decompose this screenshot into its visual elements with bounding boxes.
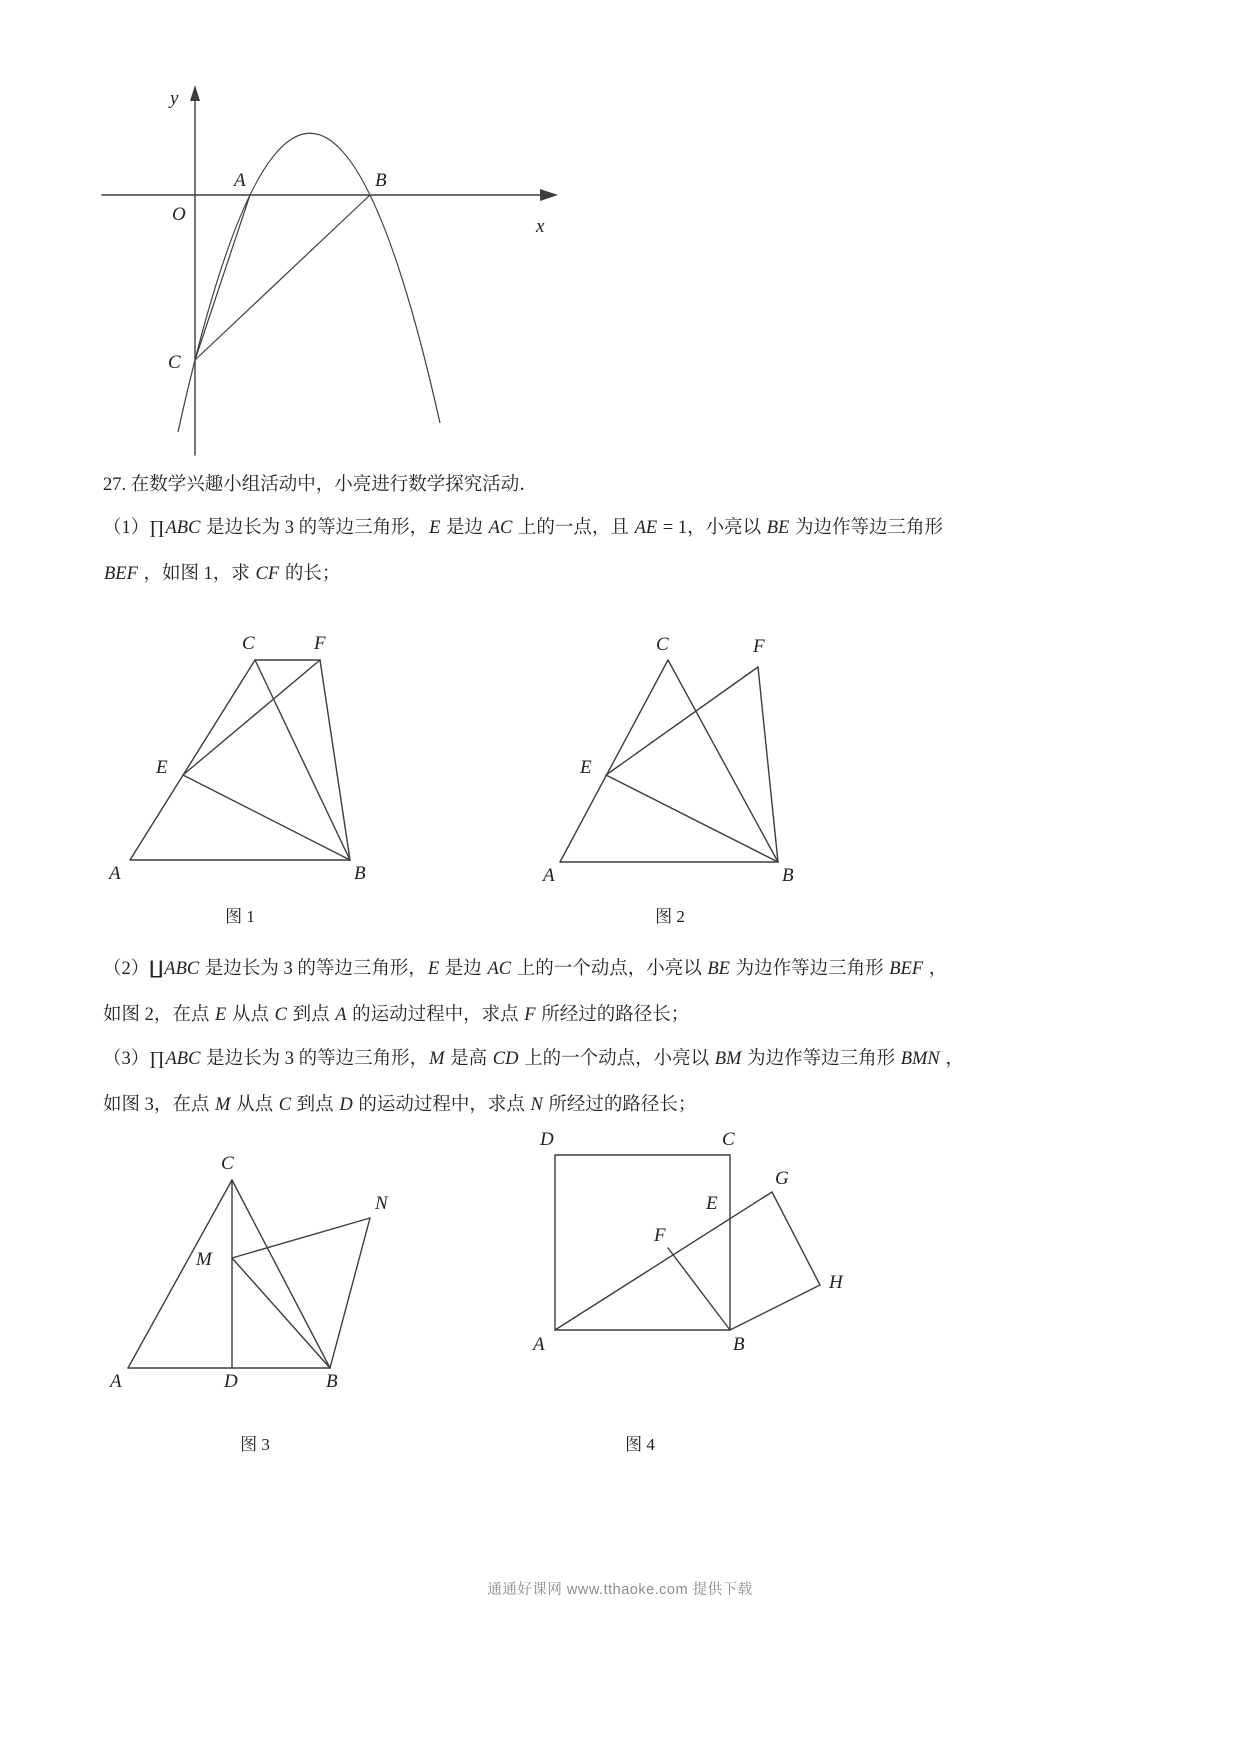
- figure-1-caption: 图 1: [225, 907, 255, 926]
- graph-label-C: C: [168, 352, 181, 373]
- axis-label-x: x: [536, 216, 545, 237]
- fig4-segment-FB: [668, 1248, 730, 1330]
- fig3-label-B: B: [326, 1371, 338, 1392]
- fig2-segment-EB: [606, 775, 778, 862]
- fig1-side-AC: [130, 660, 255, 860]
- fig2-label-A: A: [543, 865, 555, 885]
- figure-2: [520, 625, 820, 885]
- fig1-label-B: B: [354, 863, 366, 884]
- origin-label: O: [172, 204, 186, 225]
- fig4-label-B: B: [733, 1334, 745, 1355]
- fig2-label-B: B: [782, 865, 794, 885]
- graph-label-A: A: [234, 170, 246, 191]
- figure-3: [95, 1140, 415, 1400]
- fig3-label-C: C: [221, 1153, 234, 1174]
- fig4-label-F: F: [654, 1225, 666, 1246]
- segment-CB: [195, 195, 370, 360]
- fig2-label-F: F: [753, 636, 765, 657]
- problem-part1: [103, 505, 1138, 597]
- fig1-segment-EB: [183, 775, 350, 860]
- x-axis-arrow-icon: [540, 189, 558, 201]
- problem-intro: 27. 在数学兴趣小组活动中，小亮进行数学探究活动．: [103, 475, 538, 495]
- parabola-curve: [178, 133, 440, 432]
- figure-1: [95, 625, 385, 885]
- fig1-label-A: A: [109, 863, 121, 884]
- figure-2-svg: [520, 625, 820, 885]
- part1-line2: BEF ，如图 1，求 CF 的长；: [104, 564, 341, 584]
- part3-line1: （3）∏ABC 是边长为 3 的等边三角形，M 是高 CD 上的一个动点，小亮以 BM 为边作等边三角形 BMN ，: [103, 1049, 964, 1069]
- fig4-segment-GH: [772, 1192, 820, 1285]
- fig4-label-E: E: [706, 1193, 718, 1214]
- fig3-segment-NB: [330, 1218, 370, 1368]
- fig4-label-H: H: [829, 1272, 843, 1293]
- fig1-label-C: C: [242, 633, 255, 654]
- problem-part2: [103, 946, 1138, 1038]
- fig4-square-DCBA: [555, 1155, 730, 1330]
- figure-4: [520, 1125, 860, 1365]
- problem-part3: [103, 1036, 1138, 1128]
- part2-line2: 如图 2，在点 E 从点 C 到点 A 的运动过程中，求点 F 所经过的路径长；: [103, 1005, 690, 1025]
- figure-3-caption: 图 3: [240, 1435, 270, 1454]
- y-axis-arrow-icon: [190, 85, 200, 101]
- part3-line2: 如图 3，在点 M 从点 C 到点 D 的运动过程中，求点 N 所经过的路径长；: [103, 1095, 697, 1115]
- page-footer: 通通好课网 www.tthaoke.com 提供下载: [487, 1582, 753, 1598]
- segment-CA: [195, 195, 250, 360]
- figure-3-svg: [95, 1140, 415, 1400]
- fig2-segment-EF: [606, 667, 758, 775]
- part1-line1: （1）∏ABC 是边长为 3 的等边三角形，E 是边 AC 上的一点，且 AE = 1，小亮以 BE 为边作等边三角形: [103, 518, 943, 538]
- axis-label-y: y: [170, 88, 179, 109]
- fig4-label-C: C: [722, 1129, 735, 1150]
- fig1-label-F: F: [314, 633, 326, 654]
- fig4-segment-HB: [730, 1285, 820, 1330]
- figure-1-svg: [95, 625, 385, 885]
- fig3-label-N: N: [375, 1193, 388, 1214]
- fig3-side-AC: [128, 1180, 232, 1368]
- figure-2-caption: 图 2: [655, 907, 685, 926]
- fig2-label-E: E: [580, 757, 592, 778]
- fig2-segment-FB: [758, 667, 778, 862]
- fig4-label-D: D: [540, 1129, 554, 1150]
- fig4-label-G: G: [775, 1168, 789, 1189]
- parabola-graph-svg: [90, 80, 570, 470]
- fig3-segment-MN: [232, 1218, 370, 1258]
- figure-parabola-graph: [90, 80, 570, 470]
- fig4-label-A: A: [533, 1334, 545, 1355]
- fig1-segment-EF: [183, 660, 320, 775]
- part2-line1: （2）∐ABC 是边长为 3 的等边三角形，E 是边 AC 上的一个动点，小亮以 BE 为边作等边三角形 BEF ，: [103, 959, 948, 979]
- fig3-label-D: D: [224, 1371, 238, 1392]
- fig1-side-CB: [255, 660, 350, 860]
- fig2-side-CB: [668, 660, 778, 862]
- fig2-side-AC: [560, 660, 668, 862]
- figure-4-svg: [520, 1125, 860, 1365]
- fig3-label-M: M: [196, 1249, 212, 1270]
- figure-4-caption: 图 4: [625, 1435, 655, 1454]
- fig3-label-A: A: [110, 1371, 122, 1392]
- graph-label-B: B: [375, 170, 387, 191]
- fig2-label-C: C: [656, 634, 669, 655]
- fig1-label-E: E: [156, 757, 168, 778]
- fig4-diagonal-AG: [555, 1192, 772, 1330]
